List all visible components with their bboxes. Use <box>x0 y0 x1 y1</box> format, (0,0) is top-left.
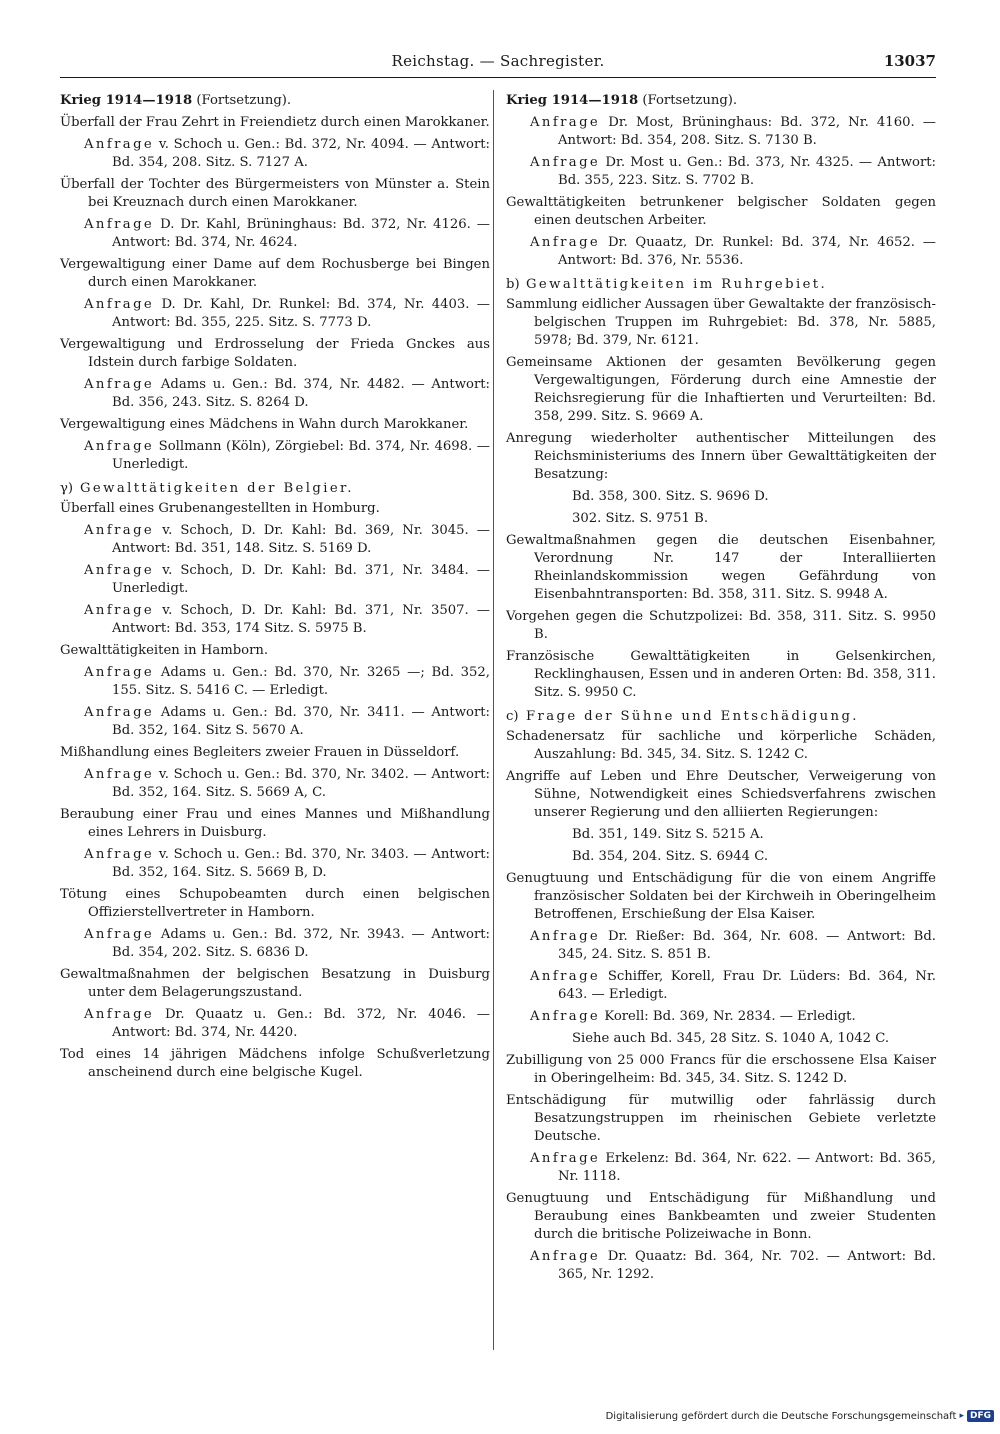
inquiry-label: Anfrage <box>530 115 601 130</box>
index-entry: Mißhandlung eines Begleiters zweier Frauen in Düsseldorf. <box>60 745 460 760</box>
inquiry-entry <box>60 602 490 638</box>
inquiry-label: Anfrage <box>84 377 155 392</box>
section-heading <box>60 480 490 498</box>
index-entry: Gewaltmaßnahmen der belgischen Besatzung in Duisburg unter dem Belagerungszustand. <box>60 967 490 1000</box>
inquiry-label: Anfrage <box>84 603 155 618</box>
heading-suffix: (Fortsetzung). <box>192 93 292 108</box>
inquiry-entry <box>60 846 490 882</box>
inquiry-entry <box>60 766 490 802</box>
inquiry-entry <box>60 296 490 332</box>
inquiry-text: Dr. Quaatz, Dr. Runkel: Bd. 374, Nr. 4652. — Antwort: Bd. 376, Nr. 5536. <box>558 235 936 268</box>
index-entry: Vergewaltigung einer Dame auf dem Rochusberge bei Bingen durch einen Marokkaner. <box>60 257 490 290</box>
index-entry: Gewalttätigkeiten betrunkener belgischer Soldaten gegen einen deutschen Arbeiter. <box>506 195 936 228</box>
section-title: Gewalttätigkeiten im Ruhrgebiet. <box>526 277 828 292</box>
index-entry: Überfall eines Grubenangestellten in Homburg. <box>60 501 380 516</box>
section-heading <box>506 276 936 294</box>
inquiry-entry <box>506 1008 936 1026</box>
inquiry-entry <box>60 522 490 558</box>
inquiry-text: v. Schoch u. Gen.: Bd. 370, Nr. 3402. — Antwort: Bd. 352, 164. Sitz. S. 5669 A, C. <box>112 767 490 800</box>
page-number: 13037 <box>883 52 936 70</box>
dfg-arrow-icon: ▸ <box>959 1411 964 1421</box>
reference-line: 302. Sitz. S. 9751 B. <box>572 511 709 526</box>
heading-suffix: (Fortsetzung). <box>638 93 738 108</box>
inquiry-label: Anfrage <box>530 969 601 984</box>
inquiry-label: Anfrage <box>84 767 155 782</box>
running-title: Reichstag. — Sachregister. <box>391 52 605 70</box>
inquiry-text: Adams u. Gen.: Bd. 370, Nr. 3411. — Antwort: Bd. 352, 164. Sitz S. 5670 A. <box>112 705 490 738</box>
right-column-heading <box>506 92 936 110</box>
section-marker: b) <box>506 277 520 292</box>
dfg-logo: DFG <box>967 1410 994 1422</box>
index-entry: Gewalttätigkeiten in Hamborn. <box>60 643 269 658</box>
inquiry-entry <box>60 438 490 474</box>
index-entry: Entschädigung für mutwillig oder fahrlässig durch Besatzungstruppen im rheinischen Gebiete verletzte Deutsche. <box>506 1093 936 1144</box>
reference-line: Siehe auch Bd. 345, 28 Sitz. S. 1040 A, 1042 C. <box>572 1031 890 1046</box>
inquiry-label: Anfrage <box>84 439 155 454</box>
inquiry-entry <box>60 216 490 252</box>
index-entry: Überfall der Frau Zehrt in Freiendietz durch einen Marokkaner. <box>60 115 490 130</box>
section-title: Frage der Sühne und Entschädigung. <box>526 709 859 724</box>
inquiry-label: Anfrage <box>530 155 601 170</box>
inquiry-text: Korell: Bd. 369, Nr. 2834. — Erledigt. <box>600 1009 856 1024</box>
index-entry: Tötung eines Schupobeamten durch einen belgischen Offizierstellvertreter in Hamborn. <box>60 887 490 920</box>
inquiry-entry <box>506 968 936 1004</box>
index-entry: Angriffe auf Leben und Ehre Deutscher, Verweigerung von Sühne, Notwendigkeit eines Schiedsverfahrens zwischen unserer Regierung und den alliierten Regierungen: <box>506 769 936 820</box>
inquiry-label: Anfrage <box>84 523 155 538</box>
inquiry-text: v. Schoch u. Gen.: Bd. 370, Nr. 3403. — Antwort: Bd. 352, 164. Sitz. S. 5669 B, D. <box>112 847 490 880</box>
inquiry-text: D. Dr. Kahl, Dr. Runkel: Bd. 374, Nr. 4403. — Antwort: Bd. 355, 225. Sitz. S. 7773 D. <box>112 297 490 330</box>
inquiry-entry <box>60 1006 490 1042</box>
inquiry-text: v. Schoch, D. Dr. Kahl: Bd. 371, Nr. 3484. — Unerledigt. <box>112 563 490 596</box>
inquiry-label: Anfrage <box>84 217 155 232</box>
inquiry-entry <box>506 154 936 190</box>
inquiry-text: Sollmann (Köln), Zörgiebel: Bd. 374, Nr. 4698. — Unerledigt. <box>112 439 490 472</box>
inquiry-entry <box>60 664 490 700</box>
inquiry-label: Anfrage <box>530 1151 601 1166</box>
section-marker: γ) <box>60 481 74 496</box>
footer-text: Digitalisierung gefördert durch die Deutsche Forschungsgemeinschaft <box>605 1410 957 1422</box>
index-entry: Überfall der Tochter des Bürgermeisters von Münster a. Stein bei Kreuznach durch einen Marokkaner. <box>60 177 490 210</box>
inquiry-text: Dr. Most u. Gen.: Bd. 373, Nr. 4325. — Antwort: Bd. 355, 223. Sitz. S. 7702 B. <box>558 155 936 188</box>
left-column-heading <box>60 92 490 110</box>
inquiry-label: Anfrage <box>530 929 601 944</box>
index-entry: Beraubung einer Frau und eines Mannes und Mißhandlung eines Lehrers in Duisburg. <box>60 807 490 840</box>
inquiry-label: Anfrage <box>84 927 155 942</box>
inquiry-label: Anfrage <box>84 1007 155 1022</box>
inquiry-entry <box>506 928 936 964</box>
inquiry-text: Adams u. Gen.: Bd. 374, Nr. 4482. — Antwort: Bd. 356, 243. Sitz. S. 8264 D. <box>112 377 490 410</box>
index-entry: Sammlung eidlicher Aussagen über Gewaltakte der französisch-belgischen Truppen im Ruhrgebiet: Bd. 378, Nr. 5885, 5978; Bd. 379, Nr. 6121. <box>506 297 936 348</box>
index-entry: Vergewaltigung eines Mädchens in Wahn durch Marokkaner. <box>60 417 469 432</box>
heading-term: Krieg 1914—1918 <box>60 93 193 108</box>
right-column <box>506 92 936 1288</box>
inquiry-entry <box>60 562 490 598</box>
inquiry-label: Anfrage <box>84 665 155 680</box>
reference-line: Bd. 358, 300. Sitz. S. 9696 D. <box>572 489 769 504</box>
inquiry-label: Anfrage <box>530 235 601 250</box>
inquiry-entry <box>60 376 490 412</box>
index-entry: Gemeinsame Aktionen der gesamten Bevölkerung gegen Vergewaltigungen, Förderung durch eine Amnestie der Reichsregierung für die Inhaftierten und Verurteilten: Bd. 358, 299. Sitz. S. 9669 A. <box>506 355 936 424</box>
index-entry: Zubilligung von 25 000 Francs für die erschossene Elsa Kaiser in Oberingelheim: Bd. 345, 34. Sitz. S. 1242 D. <box>506 1053 936 1086</box>
inquiry-entry <box>506 114 936 150</box>
left-column <box>60 92 490 1086</box>
section-marker: c) <box>506 709 519 724</box>
column-divider <box>493 90 494 1350</box>
reference-line: Bd. 351, 149. Sitz S. 5215 A. <box>572 827 764 842</box>
inquiry-text: D. Dr. Kahl, Brüninghaus: Bd. 372, Nr. 4126. — Antwort: Bd. 374, Nr. 4624. <box>112 217 490 250</box>
inquiry-label: Anfrage <box>84 705 155 720</box>
reference-line: Bd. 354, 204. Sitz. S. 6944 C. <box>572 849 769 864</box>
inquiry-label: Anfrage <box>84 847 155 862</box>
index-entry: Genugtuung und Entschädigung für die von einem Angriffe französischer Soldaten bei der Kirchweih in Oberingelheim Betroffenen, Erschießung der Elsa Kaiser. <box>506 871 936 922</box>
inquiry-entry <box>506 1150 936 1186</box>
index-entry: Genugtuung und Entschädigung für Mißhandlung und Beraubung eines Bankbeamten und zweier Studenten durch die britische Polizeiwache in Bonn. <box>506 1191 936 1242</box>
inquiry-text: Erkelenz: Bd. 364, Nr. 622. — Antwort: Bd. 365, Nr. 1118. <box>558 1151 936 1184</box>
inquiry-text: v. Schoch, D. Dr. Kahl: Bd. 369, Nr. 3045. — Antwort: Bd. 351, 148. Sitz. S. 5169 D. <box>112 523 490 556</box>
index-entry: Schadenersatz für sachliche und körperliche Schäden, Auszahlung: Bd. 345, 34. Sitz. S. 1242 C. <box>506 729 936 762</box>
index-entry: Vorgehen gegen die Schutzpolizei: Bd. 358, 311. Sitz. S. 9950 B. <box>506 609 936 642</box>
inquiry-entry <box>60 704 490 740</box>
inquiry-text: Schiffer, Korell, Frau Dr. Lüders: Bd. 364, Nr. 643. — Erledigt. <box>558 969 936 1002</box>
inquiry-text: Dr. Rießer: Bd. 364, Nr. 608. — Antwort: Bd. 345, 24. Sitz. S. 851 B. <box>558 929 936 962</box>
heading-term: Krieg 1914—1918 <box>506 93 639 108</box>
index-entry: Anregung wiederholter authentischer Mitteilungen des Reichsministeriums des Innern über Gewalttätigkeiten der Besatzung: <box>506 431 936 482</box>
inquiry-label: Anfrage <box>84 137 155 152</box>
inquiry-entry <box>506 234 936 270</box>
section-title: Gewalttätigkeiten der Belgier. <box>80 481 354 496</box>
inquiry-label: Anfrage <box>530 1009 601 1024</box>
footer-credit <box>606 1410 994 1422</box>
inquiry-label: Anfrage <box>84 563 155 578</box>
inquiry-label: Anfrage <box>84 297 155 312</box>
running-head <box>60 52 936 74</box>
index-entry: Vergewaltigung und Erdrosselung der Frieda Gnckes aus Idstein durch farbige Soldaten. <box>60 337 490 370</box>
inquiry-label: Anfrage <box>530 1249 601 1264</box>
inquiry-text: Dr. Quaatz: Bd. 364, Nr. 702. — Antwort: Bd. 365, Nr. 1292. <box>558 1249 936 1282</box>
section-heading <box>506 708 936 726</box>
header-rule <box>60 77 936 78</box>
inquiry-text: Dr. Most, Brüninghaus: Bd. 372, Nr. 4160. — Antwort: Bd. 354, 208. Sitz. S. 7130 B. <box>558 115 936 148</box>
inquiry-text: v. Schoch, D. Dr. Kahl: Bd. 371, Nr. 3507. — Antwort: Bd. 353, 174 Sitz. S. 5975 B. <box>112 603 490 636</box>
inquiry-entry <box>60 926 490 962</box>
inquiry-entry <box>60 136 490 172</box>
inquiry-text: Dr. Quaatz u. Gen.: Bd. 372, Nr. 4046. — Antwort: Bd. 374, Nr. 4420. <box>112 1007 490 1040</box>
inquiry-text: Adams u. Gen.: Bd. 372, Nr. 3943. — Antwort: Bd. 354, 202. Sitz. S. 6836 D. <box>112 927 490 960</box>
index-entry: Tod eines 14 jährigen Mädchens infolge Schußverletzung anscheinend durch eine belgische Kugel. <box>60 1047 490 1080</box>
inquiry-text: Adams u. Gen.: Bd. 370, Nr. 3265 —; Bd. 352, 155. Sitz. S. 5416 C. — Erledigt. <box>112 665 490 698</box>
inquiry-entry <box>506 1248 936 1284</box>
inquiry-text: v. Schoch u. Gen.: Bd. 372, Nr. 4094. — Antwort: Bd. 354, 208. Sitz. S. 7127 A. <box>112 137 490 170</box>
index-entry: Gewaltmaßnahmen gegen die deutschen Eisenbahner, Verordnung Nr. 147 der Interalliierten Rheinlandskommission wegen Gefährdung von Eisenbahntransporten: Bd. 358, 311. Sitz. S. 9948 A. <box>506 533 936 602</box>
index-entry: Französische Gewalttätigkeiten in Gelsenkirchen, Recklinghausen, Essen und in anderen Orten: Bd. 358, 311. Sitz. S. 9950 C. <box>506 649 936 700</box>
